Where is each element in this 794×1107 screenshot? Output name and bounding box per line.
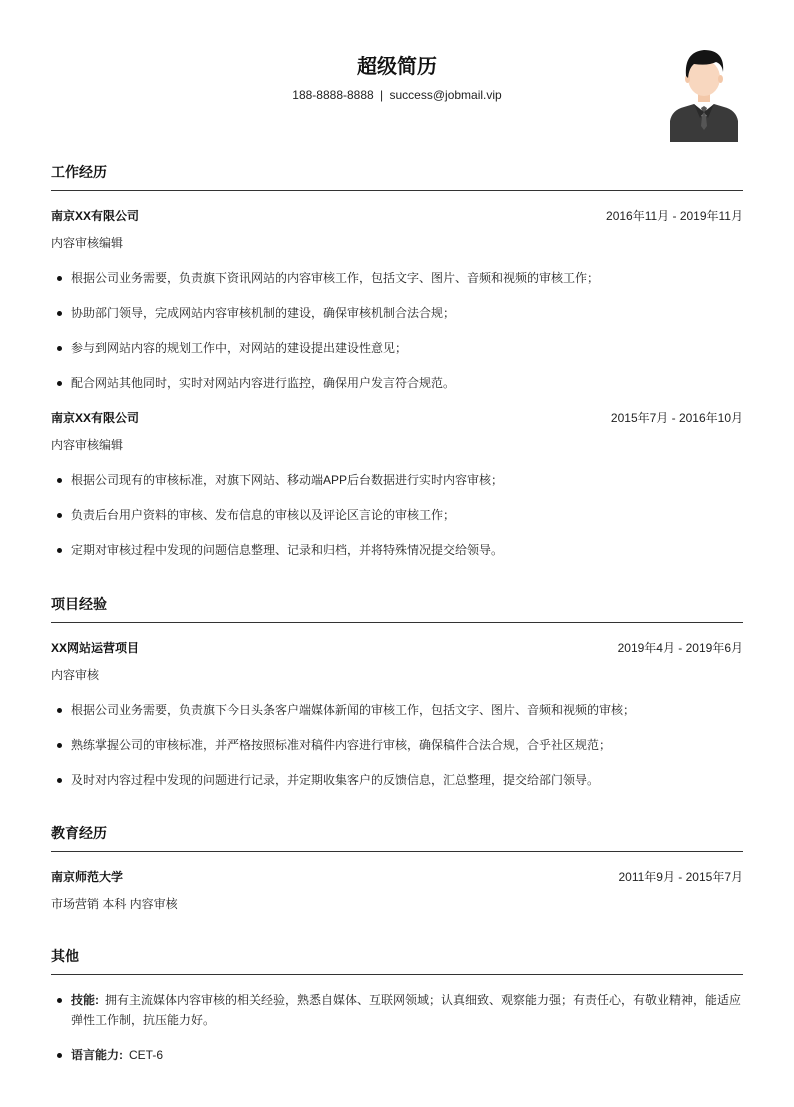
work-section [51,150,743,560]
resume-header [51,0,743,150]
date-range: 2016年11月 - 2019年11月 [606,208,743,223]
date-range: 2011年9月 - 2015年7月 [618,869,743,884]
list-item [51,1045,743,1065]
other-section [51,934,743,1065]
language-label: 语言能力: [71,1048,123,1062]
school-name: 南京师范大学 [51,869,124,884]
bullet-list [51,268,743,393]
list-item: 根据公司业务需要，负责旗下今日头条客户端媒体新闻的审核工作，包括文字、图片、音频和视频的审核； [51,700,743,720]
section-title-work: 工作经历 [51,150,743,191]
list-item: 负责后台用户资料的审核、发布信息的审核以及评论区言论的审核工作； [51,505,743,525]
company-name: 南京XX有限公司 [51,410,140,425]
list-item: 根据公司业务需要，负责旗下资讯网站的内容审核工作，包括文字、图片、音频和视频的审核工作； [51,268,743,288]
list-item [51,990,743,1030]
language-text: CET-6 [129,1048,164,1062]
contact-line [51,88,743,102]
section-title-other: 其他 [51,934,743,975]
work-entry-header [51,407,743,427]
bullet-list [51,470,743,560]
section-title-education: 教育经历 [51,811,743,852]
project-section [51,582,743,790]
email-address: success@jobmail.vip [389,88,502,102]
resume-page [51,0,743,1065]
list-item: 熟练掌握公司的审核标准，并严格按照标准对稿件内容进行审核，确保稿件合法合规，合乎社区规范； [51,735,743,755]
job-title: 内容审核编辑 [51,236,124,250]
education-entry-header [51,866,743,886]
bullet-list [51,990,743,1065]
work-entry-header [51,205,743,225]
avatar [670,46,738,142]
date-range: 2019年4月 - 2019年6月 [617,640,743,655]
project-name: XX网站运营项目 [51,640,140,655]
phone-number: 188-8888-8888 [292,88,374,102]
bullet-list [51,700,743,790]
project-entry-header [51,637,743,657]
date-range: 2015年7月 - 2016年10月 [610,410,743,425]
skills-label: 技能: [71,993,99,1007]
list-item: 及时对内容过程中发现的问题进行记录，并定期收集客户的反馈信息，汇总整理，提交给部门领导。 [51,770,743,790]
section-title-project: 项目经验 [51,582,743,623]
education-section [51,811,743,914]
education-detail: 市场营销 本科 内容审核 [51,897,178,911]
contact-separator: | [380,88,384,102]
skills-text: 拥有主流媒体内容审核的相关经验，熟悉自媒体、互联网领域；认真细致、观察能力强；有责任心，有敬业精神，能适应弹性工作制，抗压能力好。 [71,993,742,1027]
job-title: 内容审核编辑 [51,438,124,452]
project-role: 内容审核 [51,668,100,682]
list-item: 根据公司现有的审核标准，对旗下网站、移动端APP后台数据进行实时内容审核； [51,470,743,490]
list-item: 定期对审核过程中发现的问题信息整理、记录和归档，并将特殊情况提交给领导。 [51,540,743,560]
candidate-name: 超级简历 [357,56,437,78]
company-name: 南京XX有限公司 [51,208,140,223]
list-item: 参与到网站内容的规划工作中，对网站的建设提出建设性意见； [51,338,743,358]
list-item: 配合网站其他同时，实时对网站内容进行监控，确保用户发言符合规范。 [51,373,743,393]
list-item: 协助部门领导，完成网站内容审核机制的建设，确保审核机制合法合规； [51,303,743,323]
